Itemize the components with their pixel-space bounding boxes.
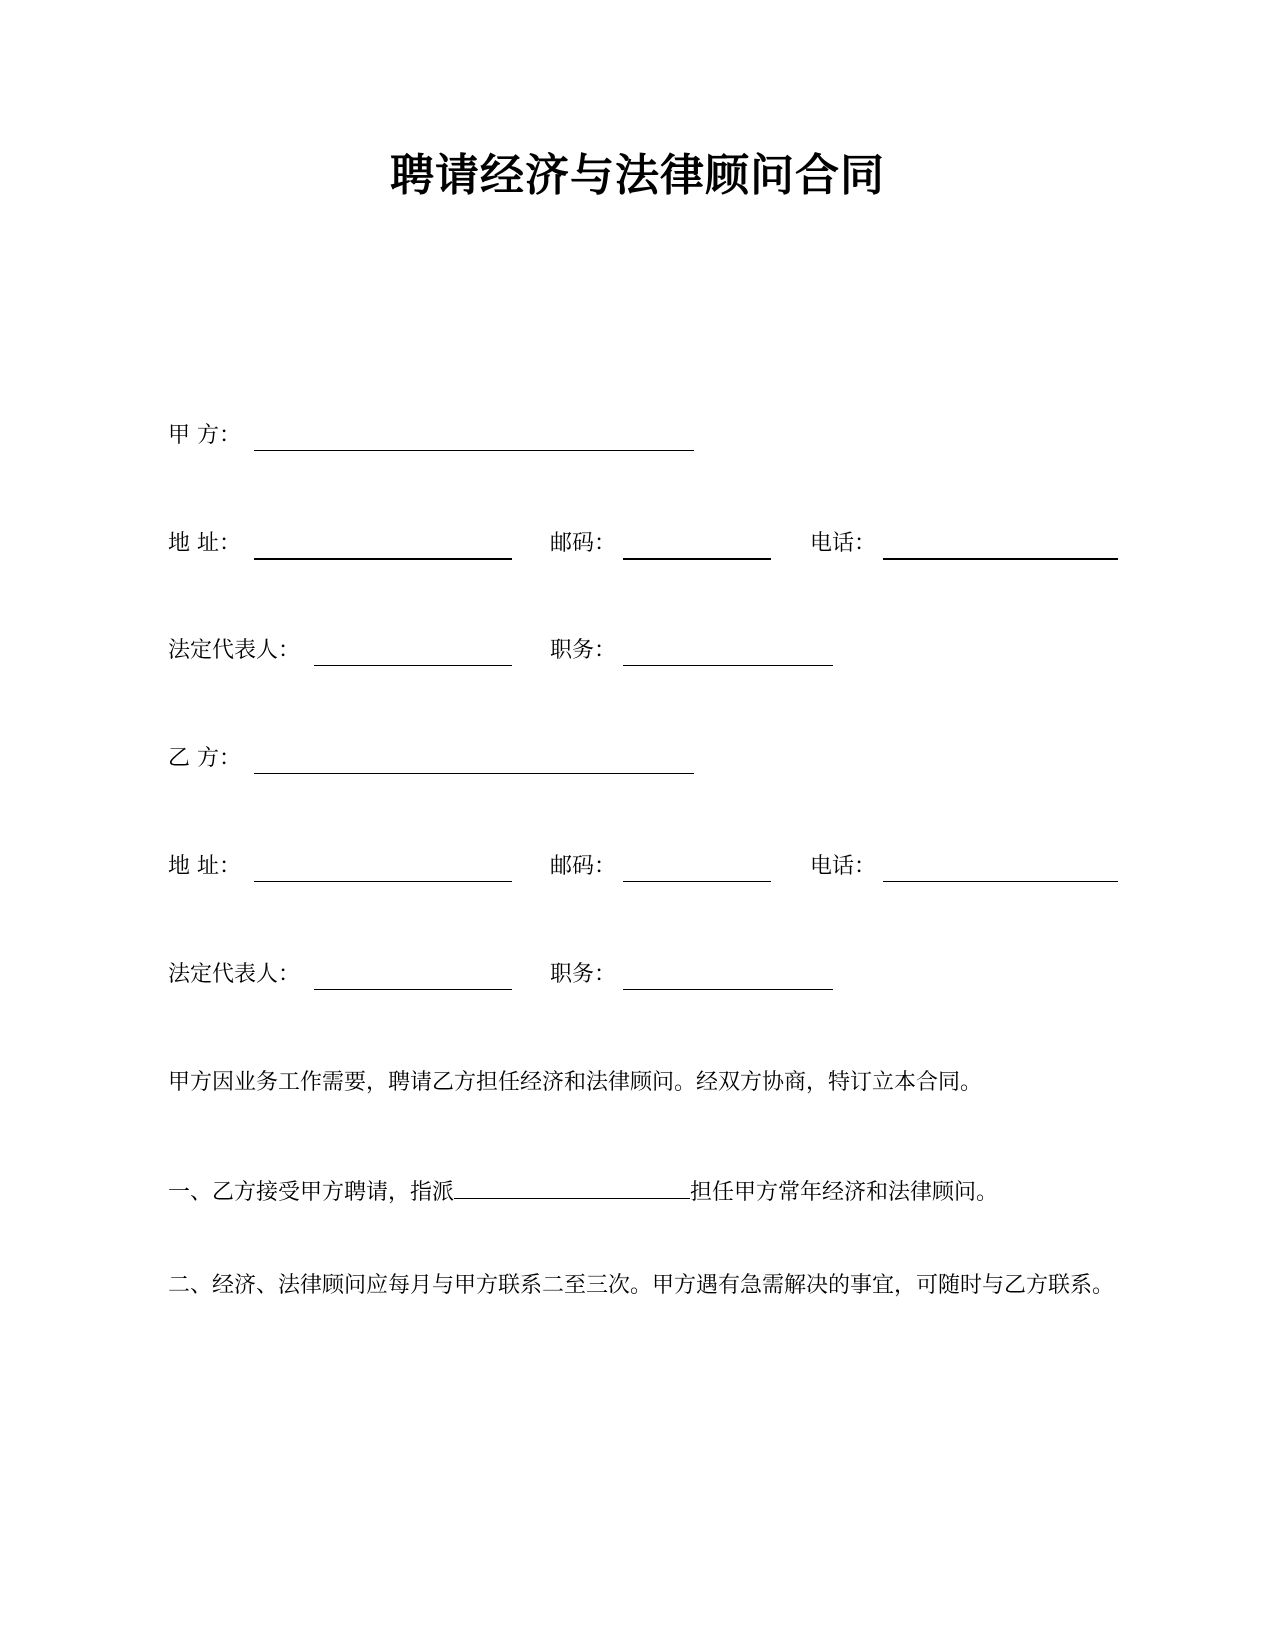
party-a-address-field[interactable] [254,558,512,560]
party-b-address-label: 地 址： [168,854,241,879]
party-a-address-line [168,527,1168,561]
party-b-postcode-label: 邮码： [550,854,617,879]
party-b-position-label: 职务： [550,962,617,987]
party-a-postcode-field[interactable] [623,558,771,560]
party-a-rep-field[interactable] [314,665,512,666]
party-b-address-line [168,850,1168,884]
party-b-phone-label: 电话： [810,854,877,879]
party-a-phone-label: 电话： [810,531,877,556]
party-a-label: 甲 方： [168,423,241,448]
party-b-rep-line [168,958,1068,992]
party-b-label: 乙 方： [168,746,241,771]
party-a-field[interactable] [254,450,694,451]
clause-2-paragraph: 二、经济、法律顾问应每月与甲方联系二至三次。甲方遇有急需解决的事宜，可随时与乙方联系。 [168,1273,1115,1298]
party-b-rep-field[interactable] [314,989,512,990]
party-a-position-field[interactable] [623,665,833,666]
party-b-address-field[interactable] [254,881,512,882]
clause-1-paragraph [118,1174,1158,1210]
intro-paragraph: 甲方因业务工作需要，聘请乙方担任经济和法律顾问。经双方协商，特订立本合同。 [168,1070,983,1095]
document-title: 聘请经济与法律顾问合同 [390,150,885,201]
party-b-field[interactable] [254,773,694,774]
party-a-rep-label: 法定代表人： [168,638,301,663]
party-a-postcode-label: 邮码： [550,531,617,556]
party-a-line [168,419,1068,453]
party-b-line [168,742,1068,776]
party-a-address-label: 地 址： [168,531,241,556]
party-b-position-field[interactable] [623,989,833,990]
clause-1-text-before: 一、乙方接受甲方聘请，指派 [168,1180,455,1205]
party-a-rep-line [168,634,1068,668]
party-b-phone-field[interactable] [883,881,1118,882]
party-b-rep-label: 法定代表人： [168,962,301,987]
assigned-advisor-field[interactable] [454,1174,690,1199]
party-b-postcode-field[interactable] [623,881,771,882]
party-a-phone-field[interactable] [883,558,1118,560]
clause-1-text-after: 担任甲方常年经济和法律顾问。 [690,1180,999,1205]
party-a-position-label: 职务： [550,638,617,663]
